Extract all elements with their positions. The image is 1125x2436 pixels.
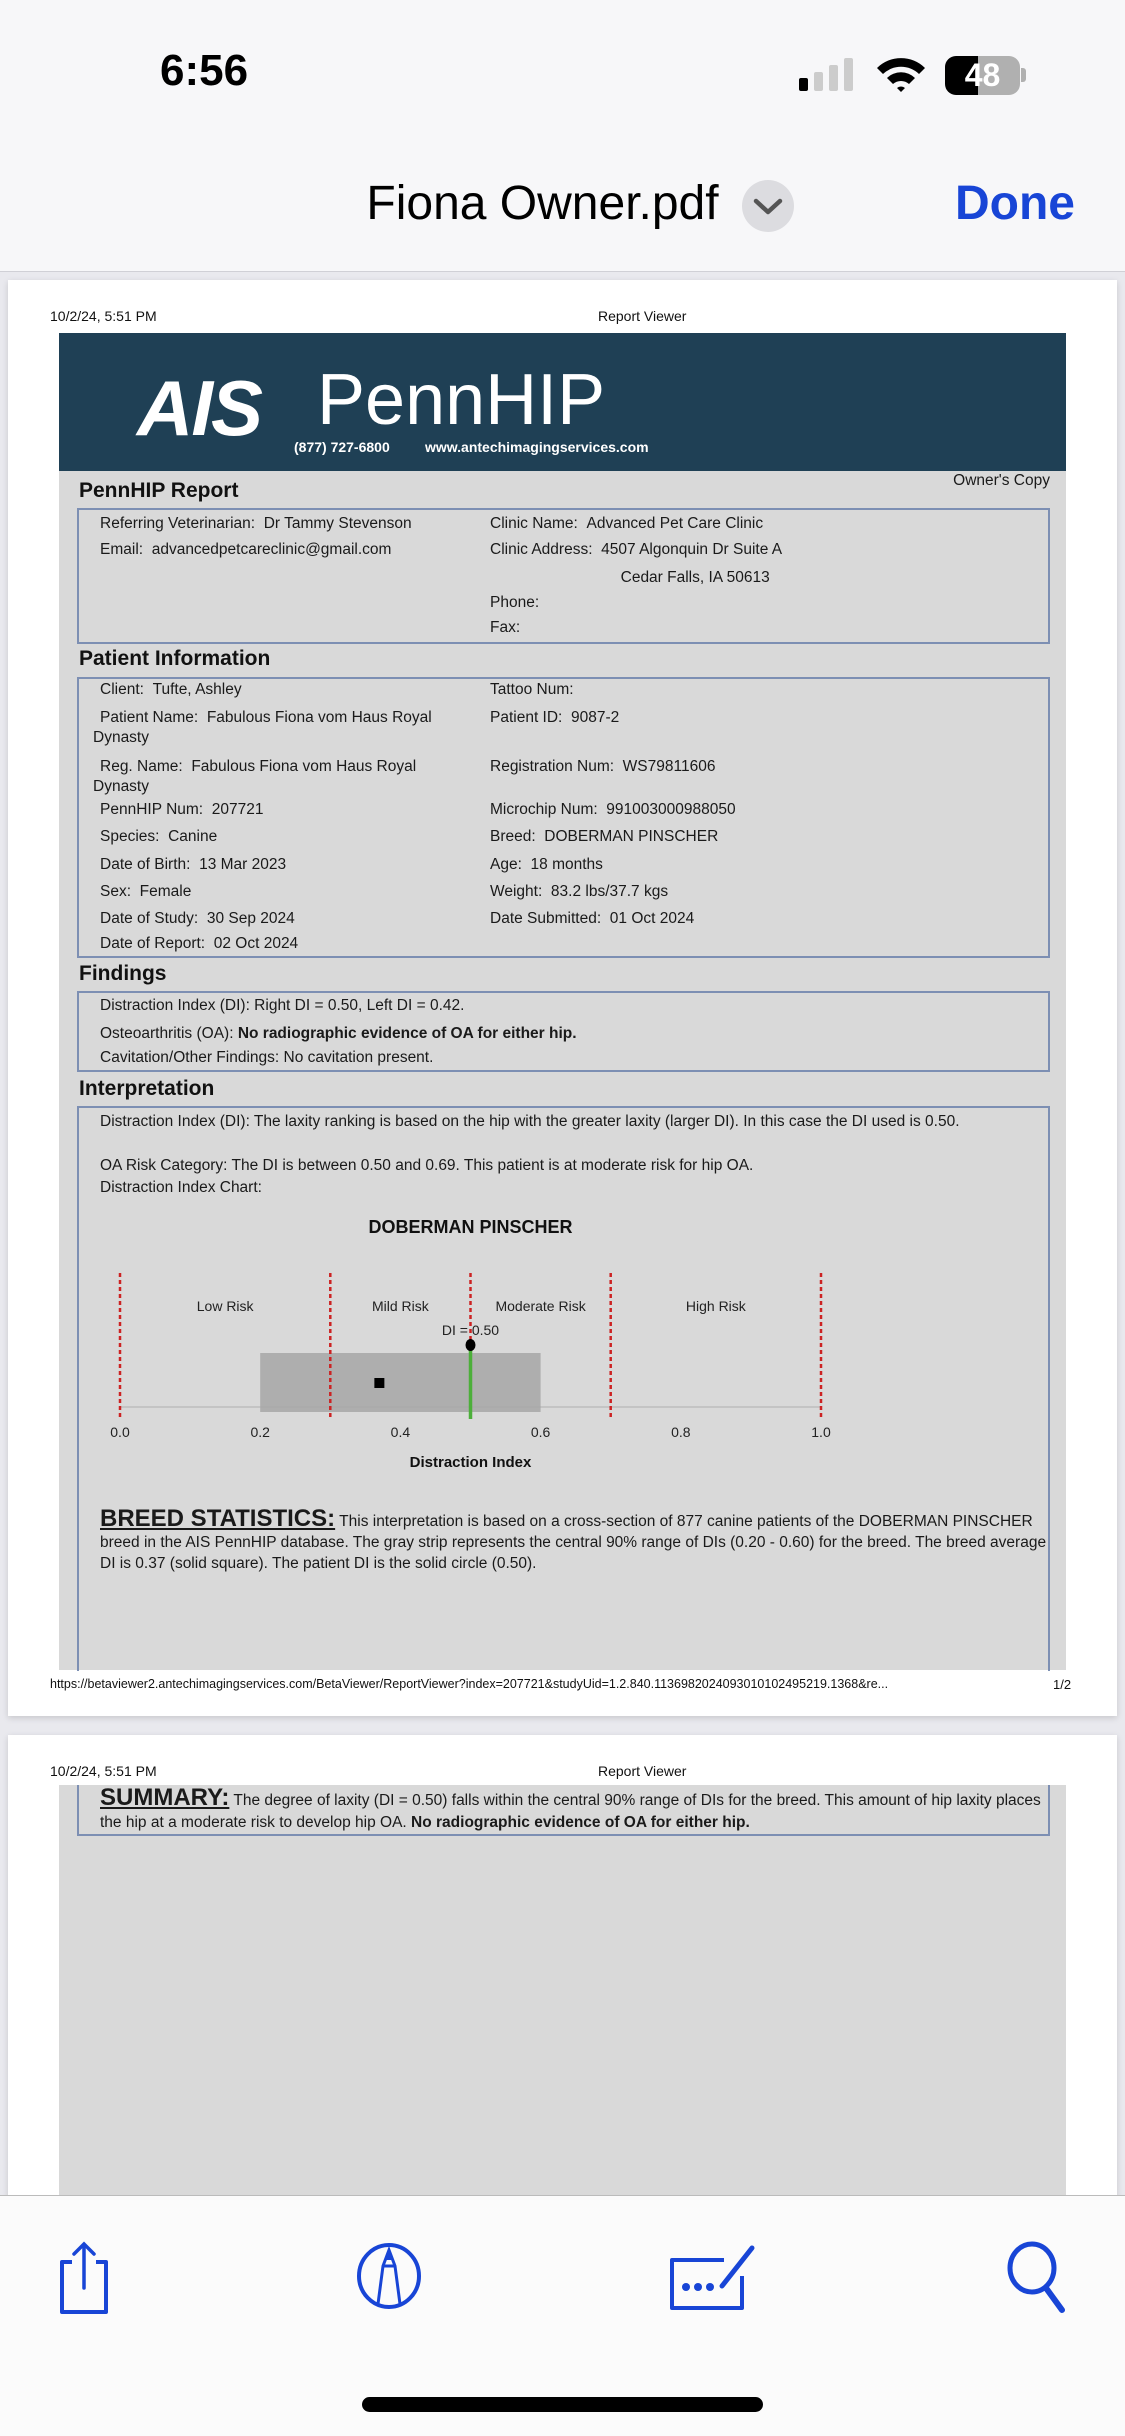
breed-range-strip [260,1353,540,1412]
findings-di: Distraction Index (DI): Right DI = 0.50, Left DI = 0.42. [100,997,465,1014]
breed-average-marker [374,1378,384,1388]
patient-di-marker [466,1339,476,1351]
patient-field [490,827,718,847]
x-tick-label: 1.0 [811,1424,831,1440]
field-value: Advanced Pet Care Clinic [586,515,764,532]
search-icon[interactable] [1004,2240,1074,2316]
field-label: Breed: [490,828,536,845]
interpretation-oa-risk: OA Risk Category: The DI is between 0.50 and 0.69. This patient is at moderate risk for hip OA. [100,1157,754,1174]
risk-zone-label: High Risk [685,1298,746,1314]
x-tick-label: 0.8 [671,1424,691,1440]
field-value: Tufte, Ashley [152,681,242,698]
patient-field [490,800,736,820]
title-menu-button[interactable] [742,180,794,232]
field-label: Patient ID: [490,709,563,726]
risk-zone-label: Moderate Risk [495,1298,586,1314]
field-label: Age: [490,856,522,873]
field-value: 18 months [530,856,603,873]
owners-copy-label: Owner's Copy [953,472,1050,489]
cellular-signal-icon [795,56,855,96]
patient-field [100,934,298,954]
report-heading: PennHIP Report [79,479,239,502]
markup-icon[interactable] [354,2242,424,2312]
summary [100,1784,1050,1834]
field-value: 30 Sep 2024 [206,910,295,927]
banner-phone: (877) 727-6800 [294,439,390,455]
breed-statistics-title: BREED STATISTICS: [100,1505,336,1532]
report-banner [59,333,1066,471]
chevron-down-icon [742,180,794,232]
field-label: Phone: [490,594,540,611]
field-label: Fax: [490,619,521,636]
patient-field [490,909,694,929]
field-value: 9087-2 [571,709,620,726]
field-label: Date of Study: [100,910,199,927]
patient-field [490,680,582,700]
findings-oa [100,1024,577,1044]
field-value: DOBERMAN PINSCHER [544,828,719,845]
field-value: 01 Oct 2024 [609,910,695,927]
field-label: Sex: [100,883,132,900]
patient-field [490,855,603,875]
x-axis-label: Distraction Index [409,1454,532,1471]
field-value: Dr Tammy Stevenson [263,515,412,532]
x-tick-label: 0.0 [110,1424,130,1440]
battery-level: 48 [964,57,1001,93]
clinic-field [490,514,763,534]
patient-field [93,708,473,748]
patient-di-label: DI = 0.50 [441,1322,500,1338]
x-tick-label: 0.4 [390,1424,411,1440]
patient-heading: Patient Information [79,647,271,670]
field-label: Tattoo Num: [490,681,574,698]
patient-field [100,827,217,847]
summary-bold: No radiographic evidence of OA for either hip. [411,1814,750,1831]
field-value: Cedar Falls, IA 50613 [620,569,770,586]
oa-value: No radiographic evidence of OA for either hip. [237,1025,577,1042]
field-label: Microchip Num: [490,801,598,818]
status-bar [0,0,1125,120]
field-value: 02 Oct 2024 [213,935,299,952]
footer-url: https://betaviewer2.antechimagingservices.com/BetaViewer/ReportViewer?index=207721&studyUid=1.2.840.113698202409301010249521​9.1368&re... [50,1677,889,1691]
summary-text: The degree of laxity (DI = 0.50) falls within the central 90% range of DIs for the breed. This amount of hip laxity places the hip at a moderate risk to develop hip OA. [100,1792,1041,1831]
clinic-field [490,540,782,560]
field-label: Weight: [490,883,543,900]
field-label: PennHIP Num: [100,801,204,818]
field-label: Reg. Name: [100,758,183,775]
field-value: advancedpetcareclinic@gmail.com [151,541,392,558]
print-datetime-2: 10/2/24, 5:51 PM [50,1763,157,1779]
patient-field [100,680,242,700]
page-number: 1/2 [1053,1677,1072,1692]
field-label: Clinic Address: [490,541,593,558]
report-body-2 [59,1785,1066,2195]
status-time: 6:56 [160,46,249,95]
field-label: Date of Report: [100,935,206,952]
banner-website: www.antechimagingservices.com [425,439,649,455]
home-indicator[interactable] [362,2397,763,2412]
x-tick-label: 0.2 [250,1424,270,1440]
field-value: 83.2 lbs/37.7 kgs [550,883,669,900]
pennhip-logo: PennHIP [317,360,606,440]
patient-field [100,882,191,902]
referral-field [100,514,412,534]
battery-tip [1021,68,1026,82]
ais-logo: AIS [137,364,262,452]
field-value: Fabulous Fiona vom Haus Royal Dynasty [93,709,432,746]
distraction-index-chart [0,1200,1125,1490]
field-value: Female [139,883,192,900]
breed-statistics-text: This interpretation is based on a cross-section of 877 canine patients of the DOBERMAN PINSCHER breed in the AIS PennHIP database. The gray strip represents the central 90% range of DIs (0.20 - 0.60) for the breed. The breed average DI is 0.37 (solid square). The patient DI is the solid circle (0.50). [100,1513,1047,1572]
risk-zone-label: Mild Risk [372,1298,429,1314]
field-value: Fabulous Fiona vom Haus Royal Dynasty [93,758,417,795]
patient-field [93,757,473,797]
interpretation-heading: Interpretation [79,1077,215,1100]
patient-field [490,757,715,777]
patient-field [100,800,263,820]
document-title[interactable]: Fiona Owner.pdf [366,177,719,230]
field-value: 13 Mar 2023 [199,856,287,873]
field-label: Email: [100,541,144,558]
findings-cavitation: Cavitation/Other Findings: No cavitation present. [100,1049,434,1066]
done-button[interactable]: Done [955,177,1075,230]
field-value: Canine [168,828,218,845]
breed-statistics [100,1505,1050,1574]
field-label: Clinic Name: [490,515,578,532]
clinic-field [490,593,548,613]
battery-icon [945,56,1020,95]
print-datetime: 10/2/24, 5:51 PM [50,308,157,324]
patient-field [490,882,668,902]
field-label: Patient Name: [100,709,199,726]
risk-zone-label: Low Risk [196,1298,254,1314]
findings-heading: Findings [79,962,167,985]
chart-title: DOBERMAN PINSCHER [368,1217,573,1237]
referral-field [100,540,391,560]
clinic-field [490,618,529,638]
summary-title: SUMMARY: [100,1784,230,1811]
field-value: 4507 Algonquin Dr Suite A [601,541,783,558]
field-label: Date Submitted: [490,910,602,927]
interpretation-chart-label: Distraction Index Chart: [100,1179,262,1196]
field-label: Species: [100,828,160,845]
x-tick-label: 0.6 [530,1424,551,1440]
oa-label: Osteoarthritis (OA): [100,1025,234,1042]
patient-field [100,909,295,929]
interpretation-di: Distraction Index (DI): The laxity ranking is based on the hip with the greater laxity (larger DI). In this case the DI used is 0.50. [100,1113,960,1130]
field-value: WS79811606 [622,758,716,775]
patient-field [100,855,286,875]
share-icon[interactable] [52,2240,116,2316]
field-label: Referring Veterinarian: [100,515,256,532]
signature-icon[interactable] [664,2244,764,2312]
wifi-icon [875,56,927,94]
field-label: Client: [100,681,144,698]
clinic-field [612,568,770,588]
patient-field [490,708,619,728]
field-label: Date of Birth: [100,856,191,873]
field-value: 991003000988050 [606,801,736,818]
print-title-2: Report Viewer [598,1763,687,1779]
print-title: Report Viewer [598,308,687,324]
field-label: Registration Num: [490,758,615,775]
field-value: 207721 [211,801,264,818]
